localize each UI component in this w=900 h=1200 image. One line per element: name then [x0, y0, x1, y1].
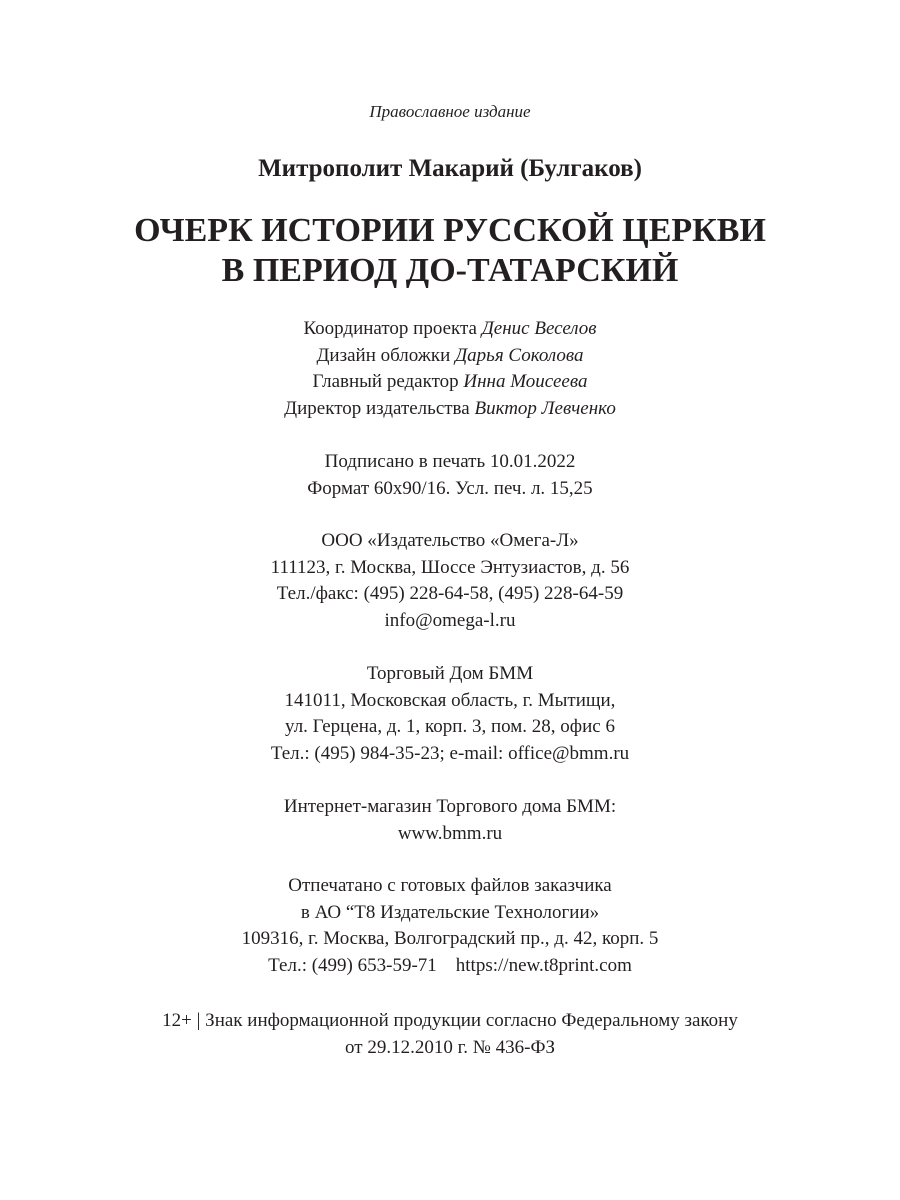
online-shop-url: www.bmm.ru	[397, 822, 503, 844]
printer-line-1: Отпечатано с готовых файлов заказчика	[288, 875, 612, 896]
printer-block	[0, 873, 900, 979]
age-rating-line-1: 12+ | Знак информационной продукции согласно Федеральному закону	[162, 1010, 738, 1031]
printer-line-2: в АО “Т8 Издательские Технологии»	[300, 901, 600, 923]
publisher-phone: Тел./факс: (495) 228-64-58, (495) 228-64-59	[276, 583, 624, 604]
credit-role: Главный редактор	[312, 371, 459, 392]
credit-role: Координатор проекта	[303, 318, 477, 339]
credit-person: Дарья Соколова	[455, 344, 584, 366]
age-rating-line-2: от 29.12.2010 г. № 436-ФЗ	[345, 1036, 555, 1058]
credit-person: Виктор Левченко	[474, 397, 616, 419]
print-info-block	[0, 449, 900, 502]
credit-line	[0, 369, 900, 396]
credit-person: Инна Моисеева	[463, 371, 588, 392]
trade-house-block	[0, 661, 900, 767]
printer-contacts: Тел.: (499) 653-59-71 https://new.t8print.com	[268, 954, 632, 976]
credit-role: Дизайн обложки	[316, 344, 451, 366]
print-format: Формат 60x90/16. Усл. печ. л. 15,25	[307, 477, 593, 499]
publisher-block	[0, 528, 900, 634]
credits-block	[0, 316, 900, 422]
credit-role: Директор издательства	[284, 397, 470, 419]
credit-person: Денис Веселов	[481, 318, 597, 339]
series-label: Православное издание	[369, 102, 531, 121]
signed-to-print: Подписано в печать 10.01.2022	[324, 451, 576, 472]
trade-house-name: Торговый Дом БММ	[366, 663, 534, 684]
author-name: Митрополит Макарий (Булгаков)	[258, 155, 642, 182]
trade-house-contacts: Тел.: (495) 984-35-23; e-mail: office@bmm.ru	[270, 742, 630, 764]
printer-address: 109316, г. Москва, Волгоградский пр., д. 42, корп. 5	[241, 928, 659, 949]
book-title-line-1: ОЧЕРК ИСТОРИИ РУССКОЙ ЦЕРКВИ	[134, 212, 766, 249]
trade-house-address-1: 141011, Московская область, г. Мытищи,	[284, 689, 616, 711]
publisher-name: ООО «Издательство «Омега-Л»	[321, 530, 579, 551]
age-rating-block	[0, 1008, 900, 1061]
book-title	[0, 211, 900, 291]
book-title-line-2: В ПЕРИОД ДО-ТАТАРСКИЙ	[221, 252, 679, 289]
publisher-address: 111123, г. Москва, Шоссе Энтузиастов, д. 56	[270, 556, 630, 578]
online-shop-label: Интернет-магазин Торгового дома БММ:	[283, 796, 617, 817]
online-shop-block	[0, 794, 900, 847]
publisher-email: info@omega-l.ru	[384, 609, 516, 631]
credit-line	[0, 316, 900, 343]
credit-line	[0, 343, 900, 370]
credit-line	[0, 396, 900, 423]
trade-house-address-2: ул. Герцена, д. 1, корп. 3, пом. 28, офис 6	[285, 716, 615, 737]
